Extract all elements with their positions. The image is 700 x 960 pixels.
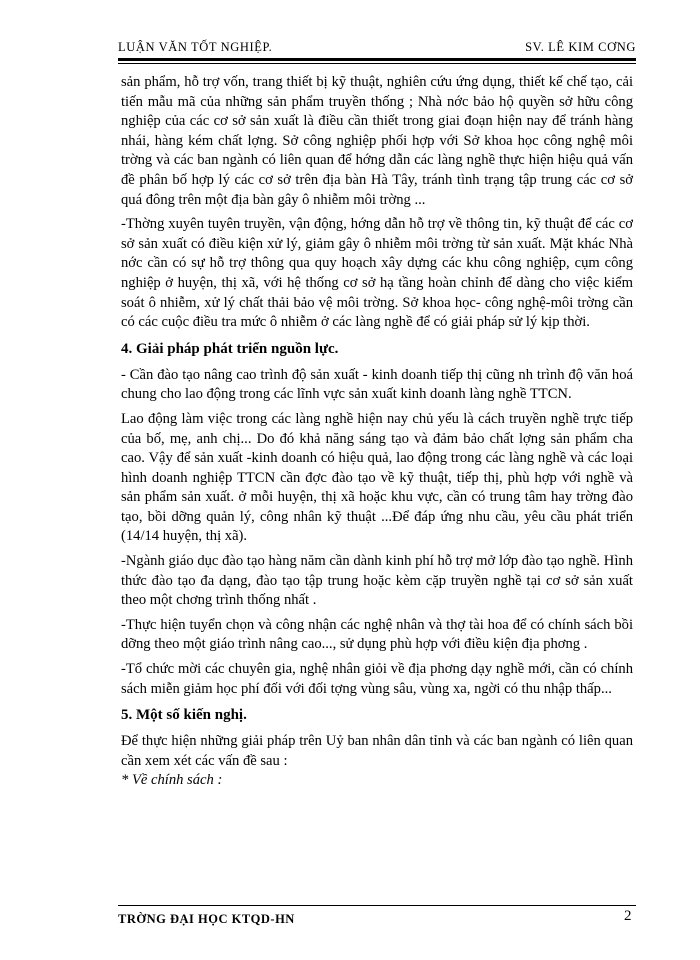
paragraph-2: -Thờng xuyên tuyên truyền, vận động, hớng dẫn hỗ trợ về thông tin, kỹ thuật để các cơ sở sản xuất có điều kiện xử lý, giảm gây ô nhiễm môi trờng từ sản xuất. Mặt khác Nhà nớc cần có sự hỗ trợ thông qua quy hoạch xây dựng các khu công nghiệp, cụm công nghiệp ở huyện, thị xã, với hệ thống cơ sở hạ tầng hoàn chỉnh để dàng cho việc kiểm soát ô nhiễm, xử lý chất thải bảo vệ môi trờng. Sở khoa học- công nghệ-môi trờng cần có các cuộc điều tra mức ô nhiễm ở các làng nghề để có giải pháp sử lý kịp thời. [121, 216, 633, 331]
footer-university: TRỜNG ĐẠI HỌC KTQD-HN [118, 912, 295, 926]
paragraph-3: - Cần đào tạo nâng cao trình độ sản xuất - kinh doanh tiếp thị cũng nh trình độ văn hoá chung cho lao động trong các lĩnh vực sản xuất kinh doanh làng nghề TTCN. [121, 366, 633, 403]
page-body [121, 73, 633, 791]
paragraph-9: * Về chính sách : [121, 772, 223, 789]
header-thesis-title: LUẬN VĂN TỐT NGHIỆP. [118, 40, 273, 54]
paragraph-1: sản phẩm, hỗ trợ vốn, trang thiết bị kỹ thuật, nghiên cứu ứng dụng, thiết kế chế tạo, cải tiến mẫu mã của những sản phẩm truyền thống ; Nhà nớc bảo hộ quyền sở hữu công nghiệp của các cơ sở sản xuất là điều cần thiết trong giai đoạn hiện nay để tránh hàng nhái, hàng kém chất lợng. Sở công nghiệp phối hợp với Sở khoa học công nghệ môi trờng và các ban ngành có liên quan để hớng dẫn các làng nghề thực hiện hiệu quả vấn đề phân bố hợp lý các cơ sở trên địa bàn Hà Tây, tránh tình trạng tập trung các cơ sở quá đông trên một địa bàn gây ô nhiễm môi trờng ... [121, 74, 633, 208]
paragraph-6: -Thực hiện tuyển chọn và công nhận các nghệ nhân và thợ tài hoa để có chính sách bồi dỡng theo một giáo trình nâng cao..., sử dụng phù hợp với điều kiện địa phơng . [121, 616, 633, 653]
paragraph-4: Lao động làm việc trong các làng nghề hiện nay chủ yếu là cách truyền nghề trực tiếp của bố, mẹ, anh chị... Do đó khả năng sáng tạo và đảm bảo chất lợng sản phẩm cha cao. Vậy để sản xuất -kinh doanh có hiệu quả, lao động trong các làng nghề và các loại hình doanh nghiệp TTCN cần đợc đào tạo về kỹ thuật, tiếp thị, phù hợp với nghề và sản phẩm sản xuất. ở mỗi huyện, thị xã hoặc khu vực, cần có trung tâm hay trờng đào tạo, bồi dỡng quản lý, công nhân kỹ thuật ...Để đáp ứng nhu cầu, yêu cầu phát triển (14/14 huyện, thị xã). [121, 410, 633, 545]
paragraph-7: -Tổ chức mời các chuyên gia, nghệ nhân giỏi về địa phơng dạy nghề mới, cần có chính sách miễn giảm học phí đối với đối tợng vùng sâu, vùng xa, ngời có thu nhập thấp... [121, 661, 633, 697]
paragraph-5: -Ngành giáo dục đào tạo hàng năm cần dành kinh phí hỗ trợ mở lớp đào tạo nghề. Hình thức đào tạo đa dạng, đào tạo tập trung hoặc kèm cặp truyền nghề tại cơ sở sản xuất theo một chơng trình thống nhất . [121, 553, 633, 609]
footer-divider [118, 905, 636, 906]
header-author: SV. LÊ KIM CƠNG [525, 40, 636, 54]
section-heading-4: 4. Giải pháp phát triển nguồn lực. [121, 340, 339, 357]
paragraph-8: Để thực hiện những giải pháp trên Uỷ ban nhân dân tỉnh và các ban ngành có liên quan cần xem xét các vấn đề sau : [121, 733, 633, 769]
page-number: 2 [624, 908, 632, 924]
header-divider [118, 58, 636, 64]
section-heading-5: 5. Một số kiến nghị. [121, 707, 247, 724]
page-header [118, 38, 636, 60]
